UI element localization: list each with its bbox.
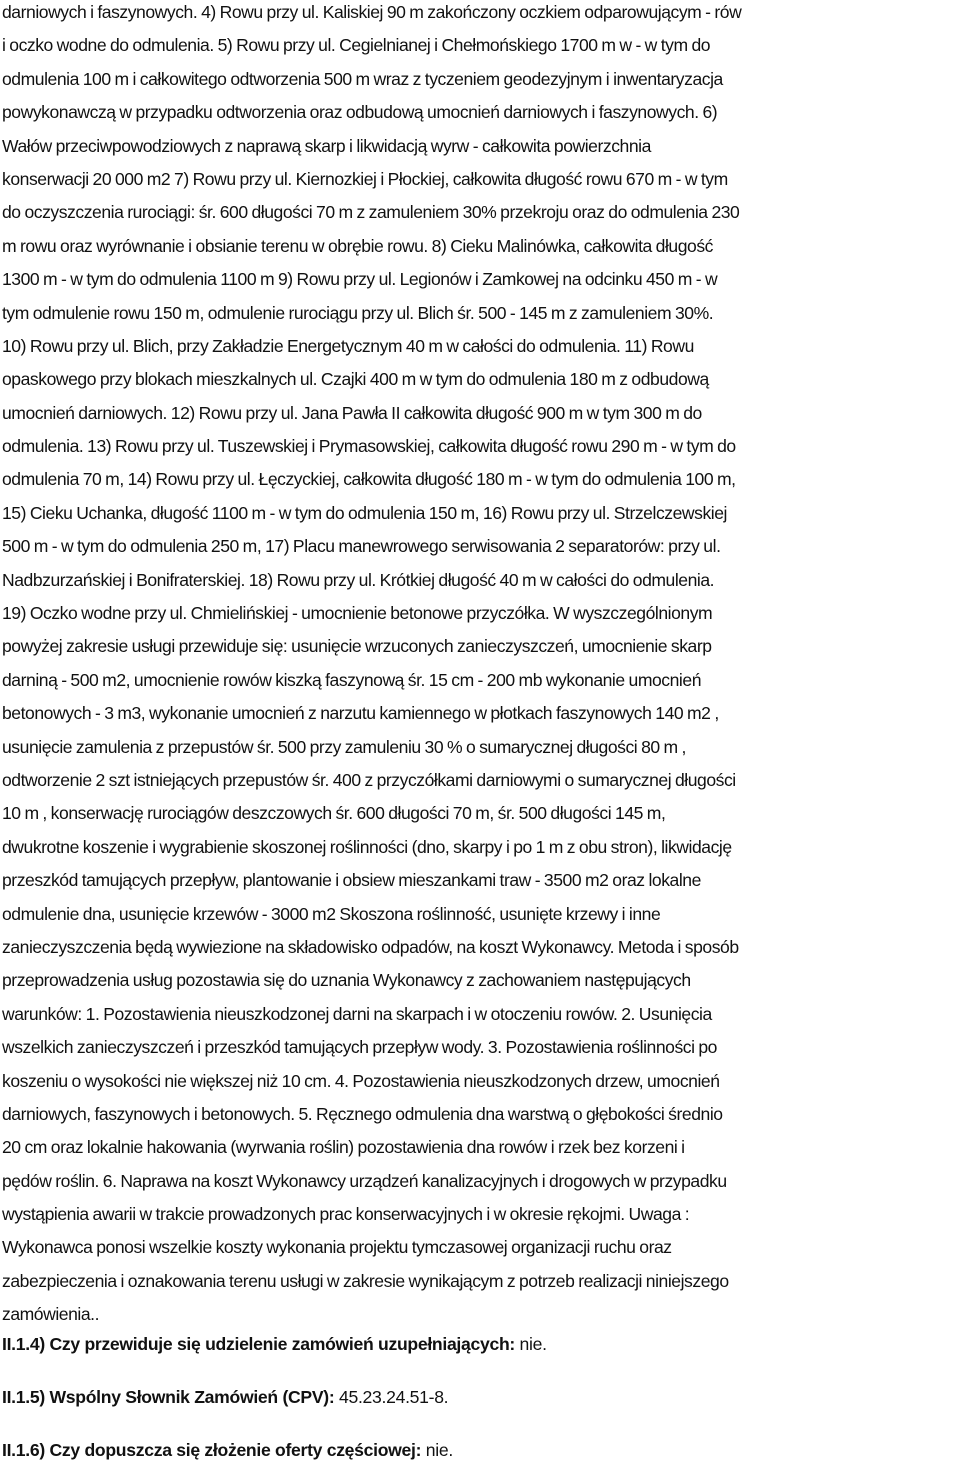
description-paragraph: [2, 0, 958, 1332]
section-supplementary-orders: [2, 1334, 547, 1355]
section-cpv: [2, 1387, 448, 1408]
text-line: powykonawczą w przypadku odtworzenia oraz odbudową umocnień darniowych i faszynowych. 6): [2, 102, 718, 123]
text-line: tym odmulenie rowu 150 m, odmulenie rurociągu przy ul. Blich śr. 500 - 145 m z zamuleniem 30%.: [2, 302, 714, 323]
text-line: darniowych i faszynowych. 4) Rowu przy ul. Kaliskiej 90 m zakończony oczkiem odparowującym - rów: [2, 2, 742, 22]
text-line: darniowych, faszynowych i betonowych. 5. Ręcznego odmulenia dna warstwą o głębokości średnio: [2, 1103, 723, 1124]
section-value: 45.23.24.51-8.: [334, 1387, 449, 1407]
text-line: warunków: 1. Pozostawienia nieuszkodzonej darni na skarpach i w otoczeniu rowów. 2. Usunięcia: [2, 1003, 712, 1024]
section-label: II.1.4) Czy przewiduje się udzielenie zamówień uzupełniających:: [2, 1334, 515, 1354]
text-line: do oczyszczenia rurociągi: śr. 600 długości 70 m z zamuleniem 30% przekroju oraz do odmulenia 230: [2, 202, 740, 223]
text-line: zabezpieczenia i oznakowania terenu usługi w zakresie wynikającym z potrzeb realizacji niniejszego: [2, 1270, 729, 1291]
text-line: betonowych - 3 m3, wykonanie umocnień z narzutu kamiennego w płotkach faszynowych 140 m2 ,: [2, 703, 719, 724]
text-line: Nadbzurzańskiej i Bonifraterskiej. 18) Rowu przy ul. Krótkiej długość 40 m w całości do odmulenia.: [2, 569, 715, 590]
text-line: usunięcie zamulenia z przepustów śr. 500 przy zamuleniu 30 % o sumarycznej długości 80 m ,: [2, 736, 686, 757]
text-line: odmulenie dna, usunięcie krzewów - 3000 m2 Skoszona roślinność, usunięte krzewy i inne: [2, 903, 661, 924]
text-line: 1300 m - w tym do odmulenia 1100 m 9) Rowu przy ul. Legionów i Zamkowej na odcinku 450 m - w: [2, 269, 718, 290]
text-line: przeprowadzenia usług pozostawia się do uznania Wykonawcy z zachowaniem następujących: [2, 970, 691, 991]
text-line: powyżej zakresie usługi przewiduje się: usunięcie wrzuconych zanieczyszczeń, umocnienie skarp: [2, 636, 712, 657]
section-value: nie.: [514, 1334, 547, 1354]
section-label: II.1.6) Czy dopuszcza się złożenie oferty częściowej:: [2, 1440, 422, 1460]
text-line: odmulenia 100 m i całkowitego odtworzenia 500 m wraz z tyczeniem geodezyjnym i inwentaryzacja: [2, 68, 723, 89]
text-line: pędów roślin. 6. Naprawa na koszt Wykonawcy urządzeń kanalizacyjnych i drogowych w przypadku: [2, 1170, 727, 1191]
text-line: Wykonawca ponosi wszelkie koszty wykonania projektu tymczasowej organizacji ruchu oraz: [2, 1237, 672, 1258]
text-line: m rowu oraz wyrównanie i obsianie terenu w obrębie rowu. 8) Cieku Malinówka, całkowita długość: [2, 235, 713, 256]
section-label: II.1.5) Wspólny Słownik Zamówień (CPV):: [2, 1387, 335, 1407]
section-value: nie.: [421, 1440, 453, 1460]
text-line: wystąpienia awarii w trakcie prowadzonych prac konserwacyjnych i w okresie rękojmi. Uwaga :: [2, 1204, 690, 1225]
text-line: opaskowego przy blokach mieszkalnych ul. Czajki 400 m w tym do odmulenia 180 m z odbudową: [2, 369, 709, 390]
text-line: przeszkód tamujących przepływ, plantowanie i obsiew mieszankami traw - 3500 m2 oraz lokalne: [2, 870, 701, 891]
text-line: 10 m , konserwację rurociągów deszczowych śr. 600 długości 70 m, śr. 500 długości 145 m,: [2, 803, 666, 824]
text-line: 20 cm oraz lokalnie hakowania (wyrwania roślin) pozostawienia dna rowów i rzek bez korzeni i: [2, 1137, 685, 1158]
text-line: dwukrotne koszenie i wygrabienie skoszonej roślinności (dno, skarpy i po 1 m z obu stron), likwidację: [2, 836, 732, 857]
text-line: konserwacji 20 000 m2 7) Rowu przy ul. Kiernozkiej i Płockiej, całkowita długość rowu 670 m - w tym: [2, 168, 728, 189]
text-line: odtworzenie 2 szt istniejących przepustów śr. 400 z przyczółkami darniowymi o sumarycznej długości: [2, 769, 736, 790]
text-line: zanieczyszczenia będą wywiezione na składowisko odpadów, na koszt Wykonawcy. Metoda i sposób: [2, 936, 739, 957]
text-line: darniną - 500 m2, umocnienie rowów kiszką faszynową śr. 15 cm - 200 mb wykonanie umocnień: [2, 669, 701, 690]
text-line: 500 m - w tym do odmulenia 250 m, 17) Placu manewrowego serwisowania 2 separatorów: przy ul.: [2, 536, 721, 557]
text-line: 15) Cieku Uchanka, długość 1100 m - w tym do odmulenia 150 m, 16) Rowu przy ul. Strzelczewskiej: [2, 502, 727, 523]
text-line: 19) Oczko wodne przy ul. Chmielińskiej - umocnienie betonowe przyczółka. W wyszczególnionym: [2, 603, 713, 624]
text-line: 10) Rowu przy ul. Blich, przy Zakładzie Energetycznym 40 m w całości do odmulenia. 11) Rowu: [2, 335, 694, 356]
text-line: Wałów przeciwpowodziowych z naprawą skarp i likwidacją wyrw - całkowita powierzchnia: [2, 135, 651, 156]
text-line: i oczko wodne do odmulenia. 5) Rowu przy ul. Cegielnianej i Chełmońskiego 1700 m w - w tym do: [2, 35, 711, 56]
text-line: odmulenia. 13) Rowu przy ul. Tuszewskiej i Prymasowskiej, całkowita długość rowu 290 m - w tym do: [2, 436, 736, 457]
text-line: wszelkich zanieczyszczeń i przeszkód tamujących przepływ wody. 3. Pozostawienia roślinności po: [2, 1037, 717, 1058]
text-line: umocnień darniowych. 12) Rowu przy ul. Jana Pawła II całkowita długość 900 m w tym 300 m do: [2, 402, 702, 423]
section-partial-offers: [2, 1440, 453, 1461]
text-line: odmulenia 70 m, 14) Rowu przy ul. Łęczyckiej, całkowita długość 180 m - w tym do odmulenia 100 m,: [2, 469, 736, 490]
text-line: koszeniu o wysokości nie większej niż 10 cm. 4. Pozostawienia nieuszkodzonych drzew, umocnień: [2, 1070, 720, 1091]
text-line: zamówienia..: [2, 1304, 100, 1325]
